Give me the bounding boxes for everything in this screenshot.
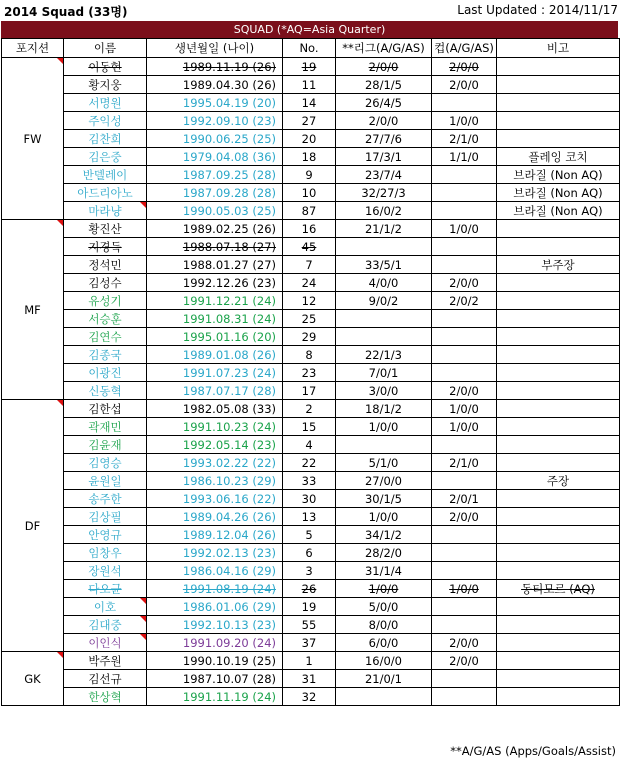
table-row bbox=[2, 562, 620, 580]
league-stats-cell[interactable]: 34/1/2 bbox=[336, 526, 432, 544]
shirt-number-cell[interactable]: 9 bbox=[283, 166, 336, 184]
table-row bbox=[2, 76, 620, 94]
player-name-cell[interactable]: 김선규 bbox=[64, 670, 147, 688]
birth-date-cell[interactable]: 1991.12.21 (24) bbox=[147, 292, 283, 310]
player-name-cell[interactable]: 지경득 bbox=[64, 238, 147, 256]
cup-stats-cell[interactable]: 2/1/0 bbox=[432, 130, 497, 148]
shirt-number-cell[interactable]: 18 bbox=[283, 148, 336, 166]
shirt-number-cell[interactable]: 16 bbox=[283, 220, 336, 238]
table-row bbox=[2, 472, 620, 490]
player-name-cell[interactable]: 아드리아노 bbox=[64, 184, 147, 202]
table-row bbox=[2, 346, 620, 364]
cup-stats-cell[interactable] bbox=[432, 670, 497, 688]
league-stats-cell[interactable]: 5/0/0 bbox=[336, 598, 432, 616]
cup-stats-cell[interactable] bbox=[432, 436, 497, 454]
shirt-number-cell[interactable]: 13 bbox=[283, 508, 336, 526]
note-cell[interactable]: 동티모르 (AQ) bbox=[497, 580, 620, 598]
birth-date-cell[interactable]: 1986.04.16 (29) bbox=[147, 562, 283, 580]
birth-date-cell[interactable]: 1991.08.19 (24) bbox=[147, 580, 283, 598]
table-row bbox=[2, 418, 620, 436]
cup-stats-cell[interactable] bbox=[432, 166, 497, 184]
note-cell[interactable] bbox=[497, 688, 620, 706]
cup-stats-cell[interactable]: 2/1/0 bbox=[432, 454, 497, 472]
table-row bbox=[2, 166, 620, 184]
cup-stats-cell[interactable] bbox=[432, 562, 497, 580]
note-cell[interactable] bbox=[497, 112, 620, 130]
table-row bbox=[2, 598, 620, 616]
shirt-number-cell[interactable]: 10 bbox=[283, 184, 336, 202]
birth-date-cell[interactable]: 1991.08.31 (24) bbox=[147, 310, 283, 328]
player-name-cell[interactable]: 장원석 bbox=[64, 562, 147, 580]
footnote: **A/G/AS (Apps/Goals/Assist) bbox=[450, 744, 616, 758]
player-name-cell[interactable]: 윤원일 bbox=[64, 472, 147, 490]
birth-date-cell[interactable]: 1993.06.16 (22) bbox=[147, 490, 283, 508]
shirt-number-cell[interactable]: 5 bbox=[283, 526, 336, 544]
position-cell[interactable]: DF bbox=[2, 400, 64, 652]
shirt-number-cell[interactable]: 11 bbox=[283, 76, 336, 94]
cup-stats-cell[interactable] bbox=[432, 526, 497, 544]
shirt-number-cell[interactable]: 2 bbox=[283, 400, 336, 418]
table-row bbox=[2, 526, 620, 544]
birth-date-cell[interactable]: 1986.10.23 (29) bbox=[147, 472, 283, 490]
player-name-cell[interactable]: 황진산 bbox=[64, 220, 147, 238]
shirt-number-cell[interactable]: 37 bbox=[283, 634, 336, 652]
cup-stats-cell[interactable]: 1/0/0 bbox=[432, 220, 497, 238]
note-cell[interactable]: 주장 bbox=[497, 472, 620, 490]
shirt-number-cell[interactable]: 15 bbox=[283, 418, 336, 436]
note-cell[interactable] bbox=[497, 346, 620, 364]
league-stats-cell[interactable]: 28/1/5 bbox=[336, 76, 432, 94]
shirt-number-cell[interactable]: 12 bbox=[283, 292, 336, 310]
league-stats-cell[interactable]: 33/5/1 bbox=[336, 256, 432, 274]
cup-stats-cell[interactable]: 2/0/0 bbox=[432, 382, 497, 400]
table-row bbox=[2, 58, 620, 76]
league-stats-cell[interactable]: 2/0/0 bbox=[336, 112, 432, 130]
player-name-cell[interactable]: 김연수 bbox=[64, 328, 147, 346]
league-stats-cell[interactable]: 16/0/2 bbox=[336, 202, 432, 220]
cup-stats-cell[interactable] bbox=[432, 256, 497, 274]
note-cell[interactable] bbox=[497, 616, 620, 634]
shirt-number-cell[interactable]: 14 bbox=[283, 94, 336, 112]
birth-date-cell[interactable]: 1990.05.03 (25) bbox=[147, 202, 283, 220]
table-row bbox=[2, 148, 620, 166]
league-stats-cell[interactable] bbox=[336, 688, 432, 706]
shirt-number-cell[interactable]: 1 bbox=[283, 652, 336, 670]
birth-date-cell[interactable]: 1988.07.18 (27) bbox=[147, 238, 283, 256]
league-stats-cell[interactable]: 22/1/3 bbox=[336, 346, 432, 364]
shirt-number-cell[interactable]: 27 bbox=[283, 112, 336, 130]
birth-date-cell[interactable]: 1987.09.28 (28) bbox=[147, 184, 283, 202]
league-stats-cell[interactable]: 1/0/0 bbox=[336, 508, 432, 526]
league-stats-cell[interactable]: 1/0/0 bbox=[336, 418, 432, 436]
table-row bbox=[2, 310, 620, 328]
squad-banner: SQUAD (*AQ=Asia Quarter) bbox=[1, 21, 618, 38]
league-stats-cell[interactable]: 18/1/2 bbox=[336, 400, 432, 418]
table-row bbox=[2, 454, 620, 472]
birth-date-cell[interactable]: 1988.01.27 (27) bbox=[147, 256, 283, 274]
note-cell[interactable] bbox=[497, 634, 620, 652]
birth-date-cell[interactable]: 1991.07.23 (24) bbox=[147, 364, 283, 382]
cup-stats-cell[interactable] bbox=[432, 202, 497, 220]
player-name-cell[interactable]: 정석민 bbox=[64, 256, 147, 274]
birth-date-cell[interactable]: 1993.02.22 (22) bbox=[147, 454, 283, 472]
birth-date-cell[interactable]: 1992.10.13 (23) bbox=[147, 616, 283, 634]
player-name-cell[interactable]: 주익성 bbox=[64, 112, 147, 130]
player-name-cell[interactable]: 이광진 bbox=[64, 364, 147, 382]
table-row bbox=[2, 238, 620, 256]
table-row bbox=[2, 274, 620, 292]
player-name-cell[interactable]: 김대중 bbox=[64, 616, 147, 634]
player-name-cell[interactable]: 다오균 bbox=[64, 580, 147, 598]
position-cell[interactable]: GK bbox=[2, 652, 64, 706]
cup-stats-cell[interactable] bbox=[432, 544, 497, 562]
shirt-number-cell[interactable]: 4 bbox=[283, 436, 336, 454]
birth-date-cell[interactable]: 1989.02.25 (26) bbox=[147, 220, 283, 238]
note-cell[interactable]: 브라질 (Non AQ) bbox=[497, 166, 620, 184]
cup-stats-cell[interactable] bbox=[432, 472, 497, 490]
birth-date-cell[interactable]: 1995.04.19 (20) bbox=[147, 94, 283, 112]
note-cell[interactable] bbox=[497, 364, 620, 382]
note-cell[interactable] bbox=[497, 670, 620, 688]
cup-stats-cell[interactable] bbox=[432, 184, 497, 202]
player-name-cell[interactable]: 김찬희 bbox=[64, 130, 147, 148]
birth-date-cell[interactable]: 1987.09.25 (28) bbox=[147, 166, 283, 184]
col-header-note[interactable]: 비고 bbox=[497, 39, 620, 58]
shirt-number-cell[interactable]: 31 bbox=[283, 670, 336, 688]
player-name-cell[interactable]: 이호 bbox=[64, 598, 147, 616]
table-row bbox=[2, 256, 620, 274]
note-cell[interactable] bbox=[497, 418, 620, 436]
birth-date-cell[interactable]: 1991.09.20 (24) bbox=[147, 634, 283, 652]
note-cell[interactable] bbox=[497, 508, 620, 526]
table-row bbox=[2, 580, 620, 598]
player-name-cell[interactable]: 마라냥 bbox=[64, 202, 147, 220]
col-header-number[interactable]: No. bbox=[283, 39, 336, 58]
note-cell[interactable]: 플레잉 코치 bbox=[497, 148, 620, 166]
birth-date-cell[interactable]: 1987.07.17 (28) bbox=[147, 382, 283, 400]
league-stats-cell[interactable] bbox=[336, 328, 432, 346]
shirt-number-cell[interactable]: 32 bbox=[283, 688, 336, 706]
player-name-cell[interactable]: 김성수 bbox=[64, 274, 147, 292]
note-cell[interactable] bbox=[497, 562, 620, 580]
birth-date-cell[interactable]: 1990.10.19 (25) bbox=[147, 652, 283, 670]
note-cell[interactable] bbox=[497, 328, 620, 346]
player-name-cell[interactable]: 유성기 bbox=[64, 292, 147, 310]
table-row bbox=[2, 490, 620, 508]
shirt-number-cell[interactable]: 26 bbox=[283, 580, 336, 598]
league-stats-cell[interactable]: 23/7/4 bbox=[336, 166, 432, 184]
player-name-cell[interactable]: 김종국 bbox=[64, 346, 147, 364]
player-name-cell[interactable]: 신동혁 bbox=[64, 382, 147, 400]
shirt-number-cell[interactable]: 87 bbox=[283, 202, 336, 220]
player-name-cell[interactable]: 임창우 bbox=[64, 544, 147, 562]
note-cell[interactable] bbox=[497, 544, 620, 562]
league-stats-cell[interactable]: 16/0/0 bbox=[336, 652, 432, 670]
shirt-number-cell[interactable]: 55 bbox=[283, 616, 336, 634]
shirt-number-cell[interactable]: 25 bbox=[283, 310, 336, 328]
cup-stats-cell[interactable]: 2/0/0 bbox=[432, 274, 497, 292]
col-header-league[interactable]: **리그(A/G/AS) bbox=[336, 39, 432, 58]
league-stats-cell[interactable]: 3/0/0 bbox=[336, 382, 432, 400]
cup-stats-cell[interactable] bbox=[432, 598, 497, 616]
shirt-number-cell[interactable]: 33 bbox=[283, 472, 336, 490]
cup-stats-cell[interactable]: 2/0/1 bbox=[432, 490, 497, 508]
birth-date-cell[interactable]: 1989.04.26 (26) bbox=[147, 508, 283, 526]
shirt-number-cell[interactable]: 29 bbox=[283, 328, 336, 346]
player-name-cell[interactable]: 송주한 bbox=[64, 490, 147, 508]
cup-stats-cell[interactable]: 1/0/0 bbox=[432, 418, 497, 436]
league-stats-cell[interactable]: 26/4/5 bbox=[336, 94, 432, 112]
cup-stats-cell[interactable] bbox=[432, 346, 497, 364]
note-cell[interactable] bbox=[497, 310, 620, 328]
cup-stats-cell[interactable]: 1/0/0 bbox=[432, 580, 497, 598]
shirt-number-cell[interactable]: 22 bbox=[283, 454, 336, 472]
league-stats-cell[interactable] bbox=[336, 436, 432, 454]
birth-date-cell[interactable]: 1987.10.07 (28) bbox=[147, 670, 283, 688]
note-cell[interactable]: 브라질 (Non AQ) bbox=[497, 202, 620, 220]
cup-stats-cell[interactable] bbox=[432, 328, 497, 346]
birth-date-cell[interactable]: 1991.10.23 (24) bbox=[147, 418, 283, 436]
league-stats-cell[interactable]: 1/0/0 bbox=[336, 580, 432, 598]
cup-stats-cell[interactable]: 1/1/0 bbox=[432, 148, 497, 166]
col-header-name[interactable]: 이름 bbox=[64, 39, 147, 58]
league-stats-cell[interactable]: 4/0/0 bbox=[336, 274, 432, 292]
shirt-number-cell[interactable]: 19 bbox=[283, 58, 336, 76]
league-stats-cell[interactable]: 30/1/5 bbox=[336, 490, 432, 508]
table-row bbox=[2, 436, 620, 454]
note-cell[interactable]: 브라질 (Non AQ) bbox=[497, 184, 620, 202]
cup-stats-cell[interactable] bbox=[432, 688, 497, 706]
position-cell[interactable]: FW bbox=[2, 58, 64, 220]
shirt-number-cell[interactable]: 8 bbox=[283, 346, 336, 364]
birth-date-cell[interactable]: 1979.04.08 (36) bbox=[147, 148, 283, 166]
note-cell[interactable] bbox=[497, 490, 620, 508]
player-name-cell[interactable]: 서명원 bbox=[64, 94, 147, 112]
header-row bbox=[2, 39, 620, 58]
birth-date-cell[interactable]: 1989.01.08 (26) bbox=[147, 346, 283, 364]
col-header-birth[interactable]: 생년월일 (나이) bbox=[147, 39, 283, 58]
league-stats-cell[interactable]: 5/1/0 bbox=[336, 454, 432, 472]
table-row bbox=[2, 112, 620, 130]
league-stats-cell[interactable]: 6/0/0 bbox=[336, 634, 432, 652]
table-row bbox=[2, 202, 620, 220]
note-cell[interactable] bbox=[497, 130, 620, 148]
birth-date-cell[interactable]: 1992.02.13 (23) bbox=[147, 544, 283, 562]
table-row bbox=[2, 130, 620, 148]
player-name-cell[interactable]: 김한섭 bbox=[64, 400, 147, 418]
title-bar bbox=[0, 0, 630, 21]
shirt-number-cell[interactable]: 24 bbox=[283, 274, 336, 292]
player-name-cell[interactable]: 이동현 bbox=[64, 58, 147, 76]
league-stats-cell[interactable]: 32/27/3 bbox=[336, 184, 432, 202]
league-stats-cell[interactable]: 27/0/0 bbox=[336, 472, 432, 490]
player-name-cell[interactable]: 김영승 bbox=[64, 454, 147, 472]
league-stats-cell[interactable]: 8/0/0 bbox=[336, 616, 432, 634]
league-stats-cell[interactable]: 27/7/6 bbox=[336, 130, 432, 148]
shirt-number-cell[interactable]: 23 bbox=[283, 364, 336, 382]
cup-stats-cell[interactable]: 2/0/0 bbox=[432, 76, 497, 94]
position-cell[interactable]: MF bbox=[2, 220, 64, 400]
birth-date-cell[interactable]: 1989.04.30 (26) bbox=[147, 76, 283, 94]
cup-stats-cell[interactable] bbox=[432, 364, 497, 382]
note-cell[interactable] bbox=[497, 94, 620, 112]
table-row bbox=[2, 364, 620, 382]
cup-stats-cell[interactable]: 2/0/0 bbox=[432, 634, 497, 652]
birth-date-cell[interactable]: 1986.01.06 (29) bbox=[147, 598, 283, 616]
league-stats-cell[interactable]: 21/1/2 bbox=[336, 220, 432, 238]
player-name-cell[interactable]: 김윤재 bbox=[64, 436, 147, 454]
player-name-cell[interactable]: 한상혁 bbox=[64, 688, 147, 706]
sheet-title: 2014 Squad (33명) bbox=[4, 5, 128, 19]
table-row bbox=[2, 544, 620, 562]
player-name-cell[interactable]: 곽재민 bbox=[64, 418, 147, 436]
table-row bbox=[2, 688, 620, 706]
cup-stats-cell[interactable] bbox=[432, 238, 497, 256]
cup-stats-cell[interactable]: 2/0/2 bbox=[432, 292, 497, 310]
league-stats-cell[interactable]: 7/0/1 bbox=[336, 364, 432, 382]
table-row bbox=[2, 220, 620, 238]
birth-date-cell[interactable]: 1982.05.08 (33) bbox=[147, 400, 283, 418]
table-row bbox=[2, 382, 620, 400]
cup-stats-cell[interactable]: 2/0/0 bbox=[432, 58, 497, 76]
league-stats-cell[interactable]: 9/0/2 bbox=[336, 292, 432, 310]
birth-date-cell[interactable]: 1989.12.04 (26) bbox=[147, 526, 283, 544]
table-row bbox=[2, 616, 620, 634]
player-name-cell[interactable]: 서승훈 bbox=[64, 310, 147, 328]
league-stats-cell[interactable]: 21/0/1 bbox=[336, 670, 432, 688]
shirt-number-cell[interactable]: 17 bbox=[283, 382, 336, 400]
player-name-cell[interactable]: 김상필 bbox=[64, 508, 147, 526]
birth-date-cell[interactable]: 1990.06.25 (25) bbox=[147, 130, 283, 148]
birth-date-cell[interactable]: 1991.11.19 (24) bbox=[147, 688, 283, 706]
player-name-cell[interactable]: 김은중 bbox=[64, 148, 147, 166]
note-cell[interactable] bbox=[497, 526, 620, 544]
note-cell[interactable] bbox=[497, 400, 620, 418]
note-cell[interactable] bbox=[497, 652, 620, 670]
table-row bbox=[2, 400, 620, 418]
shirt-number-cell[interactable]: 20 bbox=[283, 130, 336, 148]
cup-stats-cell[interactable]: 1/0/0 bbox=[432, 112, 497, 130]
note-cell[interactable] bbox=[497, 76, 620, 94]
birth-date-cell[interactable]: 1992.09.10 (23) bbox=[147, 112, 283, 130]
table-row bbox=[2, 508, 620, 526]
shirt-number-cell[interactable]: 6 bbox=[283, 544, 336, 562]
note-cell[interactable] bbox=[497, 58, 620, 76]
note-cell[interactable] bbox=[497, 238, 620, 256]
table-row bbox=[2, 292, 620, 310]
league-stats-cell[interactable]: 31/1/4 bbox=[336, 562, 432, 580]
table-row bbox=[2, 670, 620, 688]
birth-date-cell[interactable]: 1995.01.16 (20) bbox=[147, 328, 283, 346]
cup-stats-cell[interactable] bbox=[432, 310, 497, 328]
birth-date-cell[interactable]: 1989.11.19 (26) bbox=[147, 58, 283, 76]
table-row bbox=[2, 184, 620, 202]
shirt-number-cell[interactable]: 19 bbox=[283, 598, 336, 616]
cup-stats-cell[interactable]: 2/0/0 bbox=[432, 652, 497, 670]
player-name-cell[interactable]: 박주원 bbox=[64, 652, 147, 670]
player-name-cell[interactable]: 안영규 bbox=[64, 526, 147, 544]
note-cell[interactable] bbox=[497, 454, 620, 472]
shirt-number-cell[interactable]: 45 bbox=[283, 238, 336, 256]
col-header-cup[interactable]: 컵(A/G/AS) bbox=[432, 39, 497, 58]
birth-date-cell[interactable]: 1992.12.26 (23) bbox=[147, 274, 283, 292]
shirt-number-cell[interactable]: 3 bbox=[283, 562, 336, 580]
player-name-cell[interactable]: 황지웅 bbox=[64, 76, 147, 94]
cup-stats-cell[interactable]: 1/0/0 bbox=[432, 400, 497, 418]
note-cell[interactable] bbox=[497, 274, 620, 292]
table-row bbox=[2, 652, 620, 670]
league-stats-cell[interactable] bbox=[336, 310, 432, 328]
player-name-cell[interactable]: 반델레이 bbox=[64, 166, 147, 184]
note-cell[interactable] bbox=[497, 220, 620, 238]
note-cell[interactable] bbox=[497, 598, 620, 616]
table-row bbox=[2, 328, 620, 346]
birth-date-cell[interactable]: 1992.05.14 (23) bbox=[147, 436, 283, 454]
note-cell[interactable] bbox=[497, 382, 620, 400]
cup-stats-cell[interactable] bbox=[432, 94, 497, 112]
shirt-number-cell[interactable]: 30 bbox=[283, 490, 336, 508]
note-cell[interactable] bbox=[497, 436, 620, 454]
table-row bbox=[2, 634, 620, 652]
league-stats-cell[interactable]: 2/0/0 bbox=[336, 58, 432, 76]
squad-table bbox=[1, 38, 620, 706]
table-row bbox=[2, 94, 620, 112]
league-stats-cell[interactable]: 28/2/0 bbox=[336, 544, 432, 562]
cup-stats-cell[interactable]: 2/0/0 bbox=[432, 508, 497, 526]
note-cell[interactable] bbox=[497, 292, 620, 310]
player-name-cell[interactable]: 이인식 bbox=[64, 634, 147, 652]
cup-stats-cell[interactable] bbox=[432, 616, 497, 634]
shirt-number-cell[interactable]: 7 bbox=[283, 256, 336, 274]
league-stats-cell[interactable]: 17/3/1 bbox=[336, 148, 432, 166]
note-cell[interactable]: 부주장 bbox=[497, 256, 620, 274]
last-updated: Last Updated : 2014/11/17 bbox=[457, 3, 618, 17]
col-header-position[interactable]: 포지션 bbox=[2, 39, 64, 58]
league-stats-cell[interactable] bbox=[336, 238, 432, 256]
